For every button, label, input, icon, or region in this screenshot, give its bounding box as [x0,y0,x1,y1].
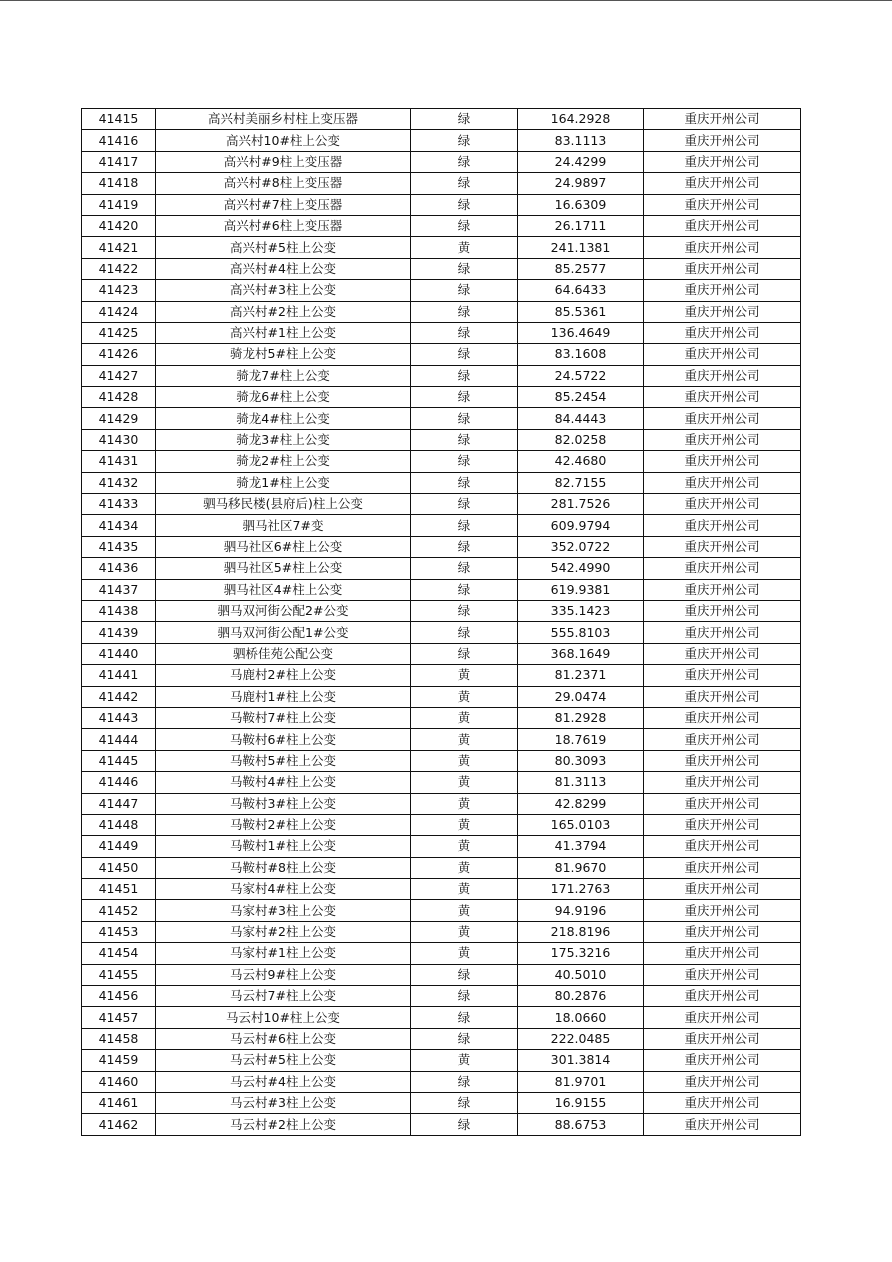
cell-status: 绿 [411,515,518,536]
table-row [82,109,801,130]
cell-company: 重庆开州公司 [644,921,801,942]
cell-status: 绿 [411,1028,518,1049]
table-row [82,729,801,750]
cell-id: 41429 [82,408,156,429]
cell-id: 41415 [82,109,156,130]
cell-id: 41419 [82,194,156,215]
cell-status: 黄 [411,900,518,921]
cell-id: 41447 [82,793,156,814]
cell-status: 绿 [411,451,518,472]
cell-name: 高兴村美丽乡村柱上变压器 [156,109,411,130]
cell-status: 绿 [411,558,518,579]
cell-id: 41454 [82,943,156,964]
cell-id: 41459 [82,1050,156,1071]
table-body [82,109,801,1136]
cell-company: 重庆开州公司 [644,793,801,814]
cell-id: 41451 [82,879,156,900]
cell-status: 绿 [411,173,518,194]
cell-id: 41448 [82,814,156,835]
cell-company: 重庆开州公司 [644,686,801,707]
cell-name: 驷马社区4#柱上公变 [156,579,411,600]
cell-value: 83.1113 [518,130,644,151]
cell-company: 重庆开州公司 [644,301,801,322]
cell-id: 41449 [82,836,156,857]
cell-value: 88.6753 [518,1114,644,1135]
table-row [82,258,801,279]
cell-status: 绿 [411,130,518,151]
cell-value: 24.9897 [518,173,644,194]
cell-value: 222.0485 [518,1028,644,1049]
cell-value: 171.2763 [518,879,644,900]
cell-name: 马鞍村5#柱上公变 [156,750,411,771]
cell-company: 重庆开州公司 [644,515,801,536]
cell-value: 83.1608 [518,344,644,365]
cell-id: 41424 [82,301,156,322]
table-row [82,707,801,728]
cell-name: 骑龙6#柱上公变 [156,387,411,408]
table-row [82,1114,801,1135]
table-row [82,237,801,258]
table-row [82,194,801,215]
cell-company: 重庆开州公司 [644,109,801,130]
cell-name: 马鹿村1#柱上公变 [156,686,411,707]
cell-company: 重庆开州公司 [644,408,801,429]
cell-name: 马鞍村#8柱上公变 [156,857,411,878]
cell-status: 绿 [411,365,518,386]
cell-id: 41423 [82,280,156,301]
cell-status: 绿 [411,109,518,130]
cell-id: 41427 [82,365,156,386]
cell-company: 重庆开州公司 [644,215,801,236]
cell-name: 马鹿村2#柱上公变 [156,665,411,686]
cell-value: 165.0103 [518,814,644,835]
cell-company: 重庆开州公司 [644,194,801,215]
table-row [82,322,801,343]
cell-id: 41450 [82,857,156,878]
table-row [82,1071,801,1092]
cell-name: 驷桥佳苑公配公变 [156,643,411,664]
cell-status: 绿 [411,1071,518,1092]
table-row [82,643,801,664]
cell-value: 24.5722 [518,365,644,386]
cell-value: 16.9155 [518,1092,644,1113]
cell-value: 18.7619 [518,729,644,750]
cell-company: 重庆开州公司 [644,1007,801,1028]
cell-company: 重庆开州公司 [644,750,801,771]
cell-company: 重庆开州公司 [644,451,801,472]
cell-id: 41420 [82,215,156,236]
table-row [82,836,801,857]
cell-company: 重庆开州公司 [644,1071,801,1092]
cell-id: 41422 [82,258,156,279]
cell-id: 41431 [82,451,156,472]
cell-value: 80.3093 [518,750,644,771]
cell-company: 重庆开州公司 [644,1050,801,1071]
cell-id: 41445 [82,750,156,771]
cell-status: 绿 [411,301,518,322]
cell-company: 重庆开州公司 [644,536,801,557]
cell-name: 驷马双河街公配2#公变 [156,600,411,621]
table-row [82,280,801,301]
table-row [82,451,801,472]
table-row [82,579,801,600]
cell-company: 重庆开州公司 [644,387,801,408]
cell-status: 黄 [411,943,518,964]
cell-value: 42.8299 [518,793,644,814]
cell-name: 驷马社区7#变 [156,515,411,536]
cell-value: 136.4649 [518,322,644,343]
cell-name: 马鞍村4#柱上公变 [156,772,411,793]
cell-id: 41435 [82,536,156,557]
cell-status: 绿 [411,600,518,621]
cell-status: 绿 [411,429,518,450]
cell-value: 164.2928 [518,109,644,130]
cell-value: 368.1649 [518,643,644,664]
cell-id: 41455 [82,964,156,985]
cell-id: 41428 [82,387,156,408]
table-row [82,921,801,942]
cell-status: 黄 [411,237,518,258]
cell-status: 黄 [411,814,518,835]
cell-id: 41432 [82,472,156,493]
cell-id: 41425 [82,322,156,343]
cell-company: 重庆开州公司 [644,900,801,921]
cell-id: 41426 [82,344,156,365]
cell-value: 85.2454 [518,387,644,408]
cell-status: 黄 [411,793,518,814]
cell-status: 黄 [411,729,518,750]
table-row [82,536,801,557]
cell-status: 绿 [411,986,518,1007]
cell-company: 重庆开州公司 [644,280,801,301]
cell-name: 骑龙村5#柱上公变 [156,344,411,365]
cell-status: 绿 [411,387,518,408]
cell-name: 高兴村#1柱上公变 [156,322,411,343]
cell-status: 绿 [411,408,518,429]
cell-name: 高兴村#9柱上变压器 [156,151,411,172]
cell-company: 重庆开州公司 [644,986,801,1007]
table-row [82,879,801,900]
cell-name: 马云村#2柱上公变 [156,1114,411,1135]
cell-name: 骑龙4#柱上公变 [156,408,411,429]
cell-status: 绿 [411,579,518,600]
cell-value: 85.2577 [518,258,644,279]
cell-value: 42.4680 [518,451,644,472]
cell-company: 重庆开州公司 [644,365,801,386]
cell-name: 马云村#4柱上公变 [156,1071,411,1092]
cell-id: 41460 [82,1071,156,1092]
cell-name: 驷马移民楼(县府后)柱上公变 [156,494,411,515]
table-row [82,964,801,985]
cell-name: 马家村#2柱上公变 [156,921,411,942]
cell-company: 重庆开州公司 [644,879,801,900]
cell-name: 高兴村10#柱上公变 [156,130,411,151]
cell-id: 41437 [82,579,156,600]
cell-name: 骑龙2#柱上公变 [156,451,411,472]
cell-company: 重庆开州公司 [644,836,801,857]
table-row [82,600,801,621]
table-row [82,772,801,793]
cell-value: 81.3113 [518,772,644,793]
cell-status: 绿 [411,536,518,557]
cell-value: 40.5010 [518,964,644,985]
cell-id: 41433 [82,494,156,515]
cell-id: 41458 [82,1028,156,1049]
cell-name: 高兴村#6柱上变压器 [156,215,411,236]
cell-id: 41457 [82,1007,156,1028]
transformer-table [81,108,801,1136]
cell-value: 81.2371 [518,665,644,686]
cell-value: 81.2928 [518,707,644,728]
cell-status: 绿 [411,1092,518,1113]
cell-company: 重庆开州公司 [644,943,801,964]
cell-value: 82.0258 [518,429,644,450]
cell-id: 41456 [82,986,156,1007]
cell-name: 高兴村#3柱上公变 [156,280,411,301]
cell-company: 重庆开州公司 [644,151,801,172]
cell-status: 绿 [411,1114,518,1135]
cell-name: 驷马社区5#柱上公变 [156,558,411,579]
cell-id: 41434 [82,515,156,536]
cell-value: 542.4990 [518,558,644,579]
table-row [82,665,801,686]
cell-status: 绿 [411,643,518,664]
cell-value: 64.6433 [518,280,644,301]
cell-company: 重庆开州公司 [644,772,801,793]
cell-name: 骑龙7#柱上公变 [156,365,411,386]
cell-company: 重庆开州公司 [644,429,801,450]
cell-value: 301.3814 [518,1050,644,1071]
cell-status: 黄 [411,921,518,942]
cell-value: 24.4299 [518,151,644,172]
cell-status: 黄 [411,707,518,728]
table-row [82,301,801,322]
cell-company: 重庆开州公司 [644,237,801,258]
table-row [82,151,801,172]
cell-status: 黄 [411,857,518,878]
cell-name: 马家村#1柱上公变 [156,943,411,964]
cell-id: 41417 [82,151,156,172]
table-row [82,986,801,1007]
cell-name: 马云村#3柱上公变 [156,1092,411,1113]
cell-id: 41438 [82,600,156,621]
cell-name: 马鞍村2#柱上公变 [156,814,411,835]
cell-value: 82.7155 [518,472,644,493]
cell-company: 重庆开州公司 [644,857,801,878]
cell-id: 41442 [82,686,156,707]
cell-value: 29.0474 [518,686,644,707]
cell-company: 重庆开州公司 [644,258,801,279]
cell-status: 黄 [411,1050,518,1071]
cell-status: 黄 [411,750,518,771]
cell-value: 175.3216 [518,943,644,964]
table-row [82,686,801,707]
cell-id: 41416 [82,130,156,151]
cell-id: 41446 [82,772,156,793]
cell-value: 84.4443 [518,408,644,429]
cell-value: 94.9196 [518,900,644,921]
cell-name: 骑龙1#柱上公变 [156,472,411,493]
cell-id: 41430 [82,429,156,450]
cell-name: 马鞍村6#柱上公变 [156,729,411,750]
cell-name: 高兴村#7柱上变压器 [156,194,411,215]
cell-name: 马家村#3柱上公变 [156,900,411,921]
cell-id: 41439 [82,622,156,643]
table-row [82,793,801,814]
cell-company: 重庆开州公司 [644,1028,801,1049]
cell-company: 重庆开州公司 [644,130,801,151]
table-row [82,215,801,236]
cell-name: 马鞍村3#柱上公变 [156,793,411,814]
cell-value: 85.5361 [518,301,644,322]
cell-id: 41440 [82,643,156,664]
cell-company: 重庆开州公司 [644,472,801,493]
cell-value: 26.1711 [518,215,644,236]
cell-value: 555.8103 [518,622,644,643]
cell-company: 重庆开州公司 [644,1114,801,1135]
cell-value: 619.9381 [518,579,644,600]
cell-name: 高兴村#8柱上变压器 [156,173,411,194]
table-row [82,943,801,964]
table-row [82,1007,801,1028]
cell-name: 马云村10#柱上公变 [156,1007,411,1028]
cell-value: 81.9670 [518,857,644,878]
cell-name: 高兴村#4柱上公变 [156,258,411,279]
cell-id: 41444 [82,729,156,750]
cell-status: 黄 [411,686,518,707]
table-row [82,515,801,536]
cell-status: 黄 [411,879,518,900]
cell-id: 41441 [82,665,156,686]
cell-value: 352.0722 [518,536,644,557]
cell-company: 重庆开州公司 [644,579,801,600]
cell-value: 609.9794 [518,515,644,536]
cell-name: 驷马社区6#柱上公变 [156,536,411,557]
cell-value: 41.3794 [518,836,644,857]
cell-company: 重庆开州公司 [644,494,801,515]
cell-id: 41418 [82,173,156,194]
cell-id: 41452 [82,900,156,921]
cell-id: 41443 [82,707,156,728]
table-row [82,472,801,493]
table-row [82,558,801,579]
cell-status: 绿 [411,194,518,215]
table-row [82,130,801,151]
table-row [82,1028,801,1049]
table-row [82,365,801,386]
table-row [82,900,801,921]
cell-status: 黄 [411,772,518,793]
cell-status: 绿 [411,964,518,985]
cell-status: 绿 [411,280,518,301]
cell-status: 绿 [411,1007,518,1028]
cell-value: 281.7526 [518,494,644,515]
cell-name: 马家村4#柱上公变 [156,879,411,900]
cell-value: 241.1381 [518,237,644,258]
cell-company: 重庆开州公司 [644,1092,801,1113]
cell-id: 41421 [82,237,156,258]
table-row [82,344,801,365]
page-top-border [0,0,892,1]
cell-company: 重庆开州公司 [644,322,801,343]
table-row [82,1092,801,1113]
table-row [82,429,801,450]
cell-name: 骑龙3#柱上公变 [156,429,411,450]
cell-name: 马云村#5柱上公变 [156,1050,411,1071]
table-row [82,1050,801,1071]
cell-status: 绿 [411,322,518,343]
cell-id: 41461 [82,1092,156,1113]
cell-value: 335.1423 [518,600,644,621]
cell-status: 绿 [411,258,518,279]
cell-company: 重庆开州公司 [644,814,801,835]
table-row [82,750,801,771]
cell-name: 高兴村#5柱上公变 [156,237,411,258]
cell-company: 重庆开州公司 [644,600,801,621]
cell-status: 绿 [411,151,518,172]
cell-company: 重庆开州公司 [644,964,801,985]
cell-company: 重庆开州公司 [644,558,801,579]
table-row [82,857,801,878]
cell-name: 马云村7#柱上公变 [156,986,411,1007]
cell-value: 18.0660 [518,1007,644,1028]
table-row [82,408,801,429]
cell-company: 重庆开州公司 [644,707,801,728]
cell-name: 马云村#6柱上公变 [156,1028,411,1049]
cell-status: 绿 [411,215,518,236]
table-row [82,173,801,194]
cell-name: 马鞍村1#柱上公变 [156,836,411,857]
cell-status: 绿 [411,472,518,493]
cell-value: 80.2876 [518,986,644,1007]
table-row [82,387,801,408]
cell-status: 绿 [411,494,518,515]
cell-id: 41453 [82,921,156,942]
cell-name: 马鞍村7#柱上公变 [156,707,411,728]
cell-value: 218.8196 [518,921,644,942]
cell-status: 绿 [411,344,518,365]
cell-id: 41462 [82,1114,156,1135]
cell-value: 16.6309 [518,194,644,215]
cell-name: 高兴村#2柱上公变 [156,301,411,322]
table-row [82,814,801,835]
cell-company: 重庆开州公司 [644,665,801,686]
cell-company: 重庆开州公司 [644,173,801,194]
cell-company: 重庆开州公司 [644,729,801,750]
cell-status: 黄 [411,665,518,686]
cell-company: 重庆开州公司 [644,344,801,365]
cell-name: 驷马双河街公配1#公变 [156,622,411,643]
table-row [82,494,801,515]
table-row [82,622,801,643]
cell-id: 41436 [82,558,156,579]
cell-status: 黄 [411,836,518,857]
cell-company: 重庆开州公司 [644,622,801,643]
cell-company: 重庆开州公司 [644,643,801,664]
cell-value: 81.9701 [518,1071,644,1092]
cell-name: 马云村9#柱上公变 [156,964,411,985]
cell-status: 绿 [411,622,518,643]
